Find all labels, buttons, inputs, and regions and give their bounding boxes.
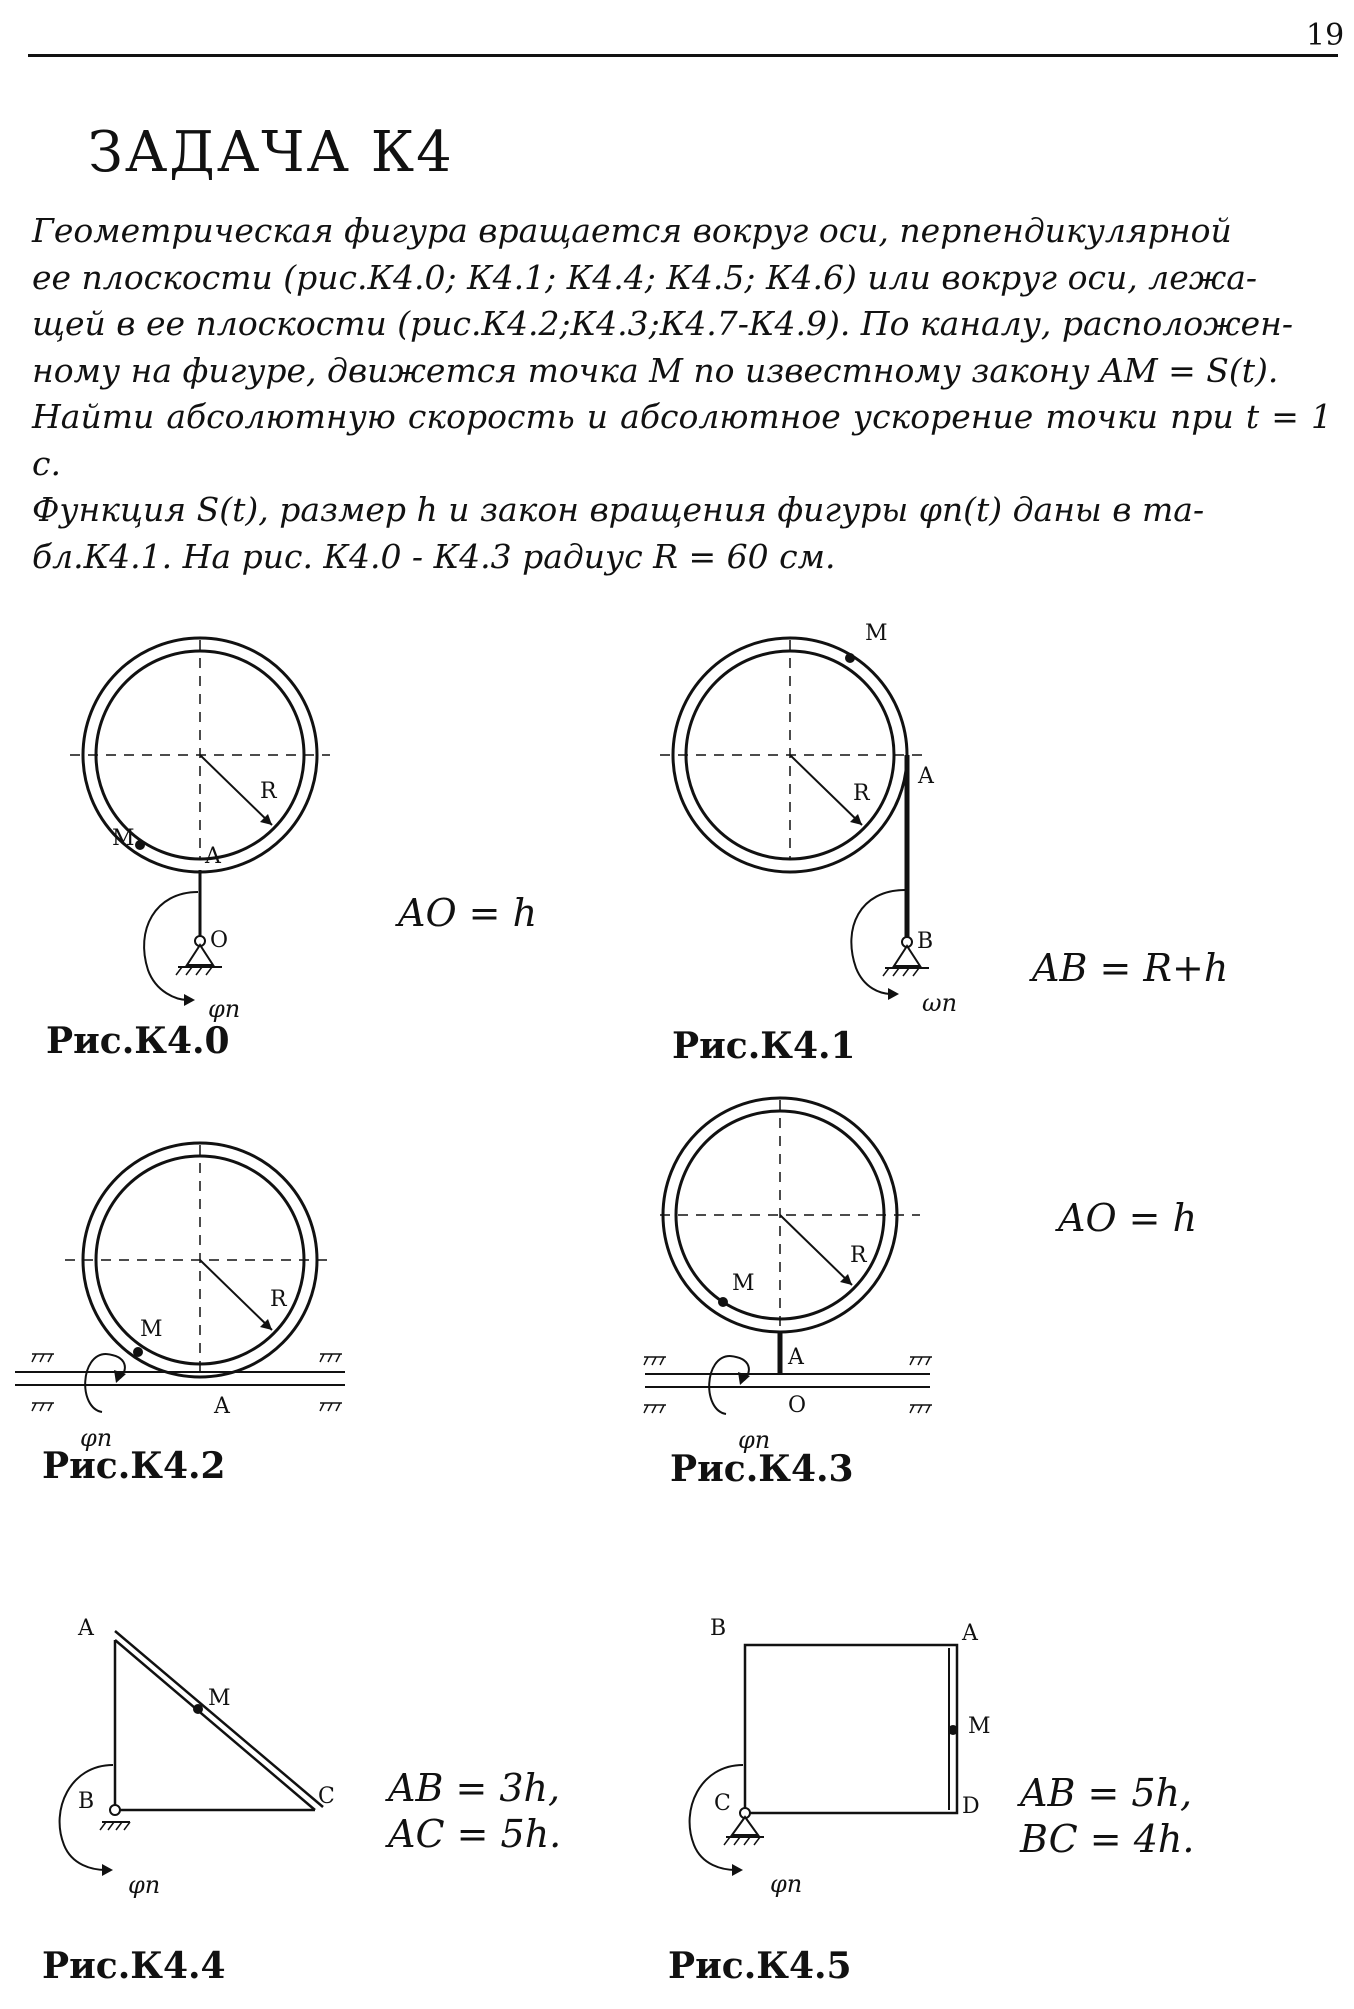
relation-line: AB = R+h: [1032, 946, 1229, 990]
label-phi: φп: [128, 1871, 161, 1899]
problem-line: Найти абсолютную скорость и абсолютное ускорение точки при t = 1 с.: [32, 397, 1332, 483]
label-b: B: [917, 929, 934, 954]
figure-k4-5: [680, 1600, 1040, 1900]
figure-k4-1: [660, 621, 1000, 1028]
label-m: M: [968, 1714, 991, 1739]
problem-line: бл.К4.1. На рис. К4.0 - К4.3 радиус R = 60 см.: [32, 536, 836, 576]
page-number: 19: [1306, 18, 1345, 53]
caption-k4-4: Рис.К4.4: [42, 1945, 226, 1987]
label-phi: φп: [770, 1870, 803, 1898]
figure-k4-1-diagram: [660, 621, 1000, 1028]
label-a: A: [962, 1621, 978, 1646]
label-a: A: [214, 1394, 230, 1419]
figure-k4-2: [10, 1130, 370, 1470]
label-r: R: [260, 779, 277, 804]
relation-k4-4: [388, 1765, 561, 1857]
figure-k4-4-diagram: [50, 1610, 370, 1900]
label-m: M: [865, 621, 888, 646]
label-phi: φп: [208, 995, 241, 1023]
figure-k4-0: [60, 630, 380, 1030]
header-rule: [28, 54, 1338, 57]
label-r: R: [850, 1243, 867, 1268]
problem-statement: [32, 208, 1332, 580]
figure-k4-5-diagram: [680, 1600, 1040, 1900]
problem-title: ЗАДАЧА К4: [88, 120, 454, 185]
caption-k4-0: Рис.К4.0: [46, 1020, 230, 1062]
relation-k4-5: [1020, 1770, 1194, 1862]
relation-line: AB = 5h,: [1020, 1771, 1193, 1815]
relation-k4-3: [1058, 1195, 1197, 1241]
figure-k4-4: [50, 1610, 370, 1900]
label-m: M: [208, 1686, 231, 1711]
label-m: M: [140, 1317, 163, 1342]
label-a: A: [205, 844, 221, 869]
label-o: O: [788, 1393, 807, 1418]
figure-k4-2-diagram: [10, 1130, 370, 1470]
problem-line: щей в ее плоскости (рис.К4.2;К4.3;К4.7-К4.9). По каналу, расположен-: [32, 304, 1294, 343]
label-phi: φп: [738, 1426, 771, 1454]
label-a: A: [788, 1345, 804, 1370]
problem-line: Функция S(t), размер h и закон вращения фигуры φп(t) даны в та-: [32, 490, 1205, 529]
label-c: C: [714, 1791, 731, 1816]
problem-line: ному на фигуре, движется точка M по известному закону AM = S(t).: [32, 350, 1279, 390]
label-r: R: [853, 781, 870, 806]
caption-k4-5: Рис.К4.5: [668, 1945, 852, 1987]
label-d: D: [962, 1794, 980, 1819]
relation-line: AO = h: [1058, 1196, 1198, 1240]
problem-line: ее плоскости (рис.К4.0; К4.1; К4.4; К4.5; К4.6) или вокруг оси, лежа-: [32, 257, 1258, 297]
label-omega: ωп: [922, 989, 958, 1017]
label-r: R: [270, 1287, 287, 1312]
label-o: O: [210, 928, 229, 953]
label-b: B: [78, 1789, 95, 1814]
label-a: A: [918, 764, 934, 789]
problem-line: Геометрическая фигура вращается вокруг оси, перпендикулярной: [32, 211, 1232, 250]
figure-k4-3: [630, 1080, 960, 1460]
relation-k4-1: [1032, 945, 1228, 991]
label-b: B: [710, 1616, 727, 1641]
label-m: M: [732, 1271, 755, 1296]
figure-k4-0-diagram: [60, 630, 380, 1030]
relation-line: AB = 3h,: [388, 1766, 561, 1810]
label-m: M: [112, 826, 135, 851]
label-phi: φп: [80, 1424, 113, 1452]
label-c: C: [318, 1784, 335, 1809]
relation-line: BC = 4h.: [1020, 1817, 1195, 1861]
figure-k4-3-diagram: [630, 1080, 960, 1460]
caption-k4-3: Рис.К4.3: [670, 1448, 854, 1490]
relation-line: AO = h: [398, 891, 538, 935]
label-a: A: [78, 1616, 94, 1641]
relation-line: AC = 5h.: [388, 1812, 562, 1856]
caption-k4-2: Рис.К4.2: [42, 1445, 226, 1487]
relation-k4-0: [398, 890, 537, 936]
caption-k4-1: Рис.К4.1: [672, 1025, 856, 1067]
